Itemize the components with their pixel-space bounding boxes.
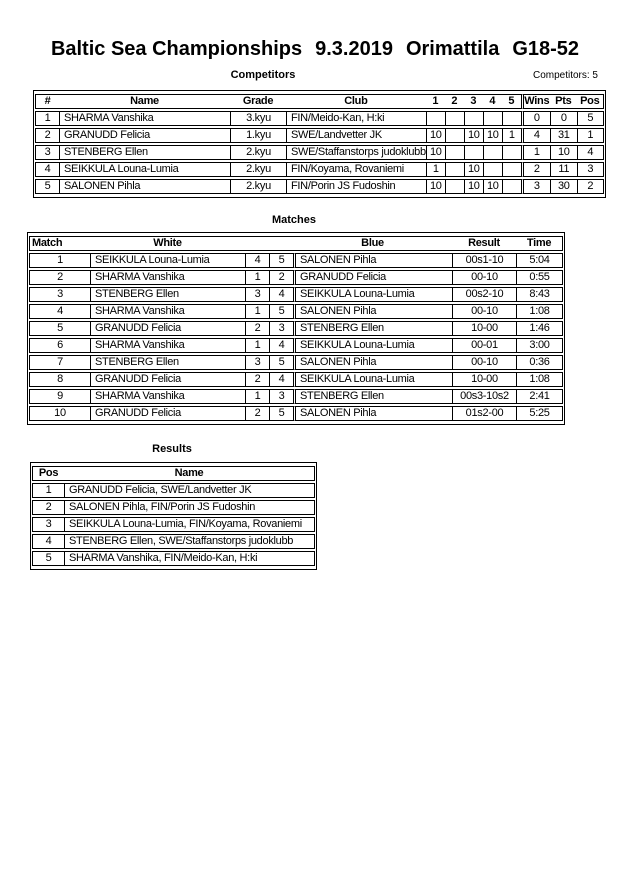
white-name-cell: GRANUDD Felicia [90, 406, 245, 421]
wins-cell: 1 [521, 145, 550, 160]
white-name-cell: SEIKKULA Louna-Lumia [90, 253, 245, 268]
white-number-cell: 1 [245, 338, 269, 353]
competitor-name-cell: SEIKKULA Louna-Lumia [59, 162, 230, 177]
time-cell: 0:36 [516, 355, 563, 370]
score-vs-4-cell: 10 [483, 179, 502, 194]
header-opp-2: 2 [445, 94, 464, 109]
score-vs-4-cell: 10 [483, 128, 502, 143]
blue-number-cell: 4 [269, 338, 293, 353]
score-vs-2-cell [445, 162, 464, 177]
match-number-cell: 2 [29, 270, 90, 285]
final-pos-cell: 2 [32, 500, 64, 515]
competitor-club-cell: FIN/Meido-Kan, H:ki [286, 111, 426, 126]
score-vs-5-cell [502, 145, 521, 160]
blue-number-cell: 4 [269, 287, 293, 302]
score-vs-1-cell: 10 [426, 179, 445, 194]
page-title [0, 38, 630, 61]
result-row [32, 551, 315, 566]
white-name-cell: SHARMA Vanshika [90, 389, 245, 404]
blue-number-cell: 5 [269, 304, 293, 319]
blue-name-cell: SALONEN Pihla [293, 253, 452, 268]
header-opp-1: 1 [426, 94, 445, 109]
score-vs-1-cell: 10 [426, 145, 445, 160]
pts-cell: 31 [550, 128, 577, 143]
result-row [32, 534, 315, 549]
match-number-cell: 3 [29, 287, 90, 302]
header-white: White [90, 236, 245, 251]
final-pos-cell: 1 [32, 483, 64, 498]
header-blue: Blue [293, 236, 452, 251]
final-name-cell: STENBERG Ellen, SWE/Staffanstorps judoklubb [64, 534, 315, 549]
match-row [29, 270, 563, 285]
competitor-row [35, 128, 604, 143]
blue-name-cell: STENBERG Ellen [293, 321, 452, 336]
score-vs-2-cell [445, 179, 464, 194]
score-vs-2-cell [445, 111, 464, 126]
score-vs-2-cell [445, 128, 464, 143]
pos-cell: 3 [577, 162, 604, 177]
time-cell: 1:46 [516, 321, 563, 336]
blue-name-cell: SEIKKULA Louna-Lumia [293, 338, 452, 353]
header-time: Time [516, 236, 563, 251]
score-vs-4-cell [483, 162, 502, 177]
match-number-cell: 1 [29, 253, 90, 268]
blue-number-cell: 5 [269, 355, 293, 370]
blue-name-cell: SEIKKULA Louna-Lumia [293, 287, 452, 302]
result-cell: 00s3-10s2 [452, 389, 516, 404]
result-cell: 10-00 [452, 321, 516, 336]
match-number-cell: 5 [29, 321, 90, 336]
competitor-club-cell: SWE/Staffanstorps judoklubb [286, 145, 426, 160]
score-vs-3-cell [464, 145, 483, 160]
blue-name-cell: GRANUDD Felicia [293, 270, 452, 285]
competitors-header-row [35, 94, 604, 109]
final-pos-cell: 5 [32, 551, 64, 566]
header-pts: Pts [550, 94, 577, 109]
match-row [29, 355, 563, 370]
match-row [29, 287, 563, 302]
result-row [32, 500, 315, 515]
match-row [29, 304, 563, 319]
time-cell: 5:04 [516, 253, 563, 268]
competitors-section-title: Competitors [230, 69, 296, 81]
results-section-title: Results [152, 443, 192, 455]
match-number-cell: 4 [29, 304, 90, 319]
time-cell: 2:41 [516, 389, 563, 404]
score-vs-3-cell: 10 [464, 128, 483, 143]
competitors-table [33, 90, 606, 198]
competitor-row [35, 111, 604, 126]
white-number-cell: 1 [245, 270, 269, 285]
competitors-count: Competitors: 5 [532, 70, 598, 81]
score-vs-1-cell: 10 [426, 128, 445, 143]
pos-cell: 1 [577, 128, 604, 143]
time-cell: 1:08 [516, 304, 563, 319]
result-cell: 00-01 [452, 338, 516, 353]
matches-grid [29, 234, 563, 423]
pts-cell: 30 [550, 179, 577, 194]
competitor-number-cell: 4 [35, 162, 59, 177]
score-vs-1-cell [426, 111, 445, 126]
competitor-club-cell: SWE/Landvetter JK [286, 128, 426, 143]
score-vs-5-cell [502, 179, 521, 194]
page-title-category: G18-52 [512, 38, 580, 60]
white-number-cell: 2 [245, 406, 269, 421]
final-pos-cell: 4 [32, 534, 64, 549]
white-number-cell: 2 [245, 321, 269, 336]
white-name-cell: SHARMA Vanshika [90, 304, 245, 319]
blue-number-cell: 3 [269, 321, 293, 336]
header-opp-4: 4 [483, 94, 502, 109]
competitor-club-cell: FIN/Porin JS Fudoshin [286, 179, 426, 194]
pos-cell: 4 [577, 145, 604, 160]
blue-name-cell: SEIKKULA Louna-Lumia [293, 372, 452, 387]
header-pos: Pos [32, 466, 64, 481]
white-name-cell: STENBERG Ellen [90, 287, 245, 302]
blue-name-cell: SALONEN Pihla [293, 304, 452, 319]
wins-cell: 2 [521, 162, 550, 177]
white-number-cell: 1 [245, 389, 269, 404]
header-club: Club [286, 94, 426, 109]
header-name: Name [59, 94, 230, 109]
score-vs-1-cell: 1 [426, 162, 445, 177]
score-vs-3-cell: 10 [464, 179, 483, 194]
competitor-number-cell: 5 [35, 179, 59, 194]
header-grade: Grade [230, 94, 286, 109]
score-vs-5-cell [502, 111, 521, 126]
competitor-name-cell: SALONEN Pihla [59, 179, 230, 194]
score-vs-3-cell [464, 111, 483, 126]
pts-cell: 11 [550, 162, 577, 177]
competitor-name-cell: GRANUDD Felicia [59, 128, 230, 143]
time-cell: 1:08 [516, 372, 563, 387]
time-cell: 0:55 [516, 270, 563, 285]
competitor-row [35, 145, 604, 160]
result-cell: 01s2-00 [452, 406, 516, 421]
match-row [29, 372, 563, 387]
header-name: Name [64, 466, 315, 481]
header-result: Result [452, 236, 516, 251]
blue-number-cell: 2 [269, 270, 293, 285]
white-number-cell: 4 [245, 253, 269, 268]
competitor-grade-cell: 2.kyu [230, 179, 286, 194]
final-name-cell: SALONEN Pihla, FIN/Porin JS Fudoshin [64, 500, 315, 515]
match-row [29, 406, 563, 421]
blue-number-cell: 5 [269, 406, 293, 421]
page-title-event: Baltic Sea Championships [50, 38, 303, 60]
competitor-row [35, 162, 604, 177]
result-cell: 00-10 [452, 355, 516, 370]
score-vs-5-cell: 1 [502, 128, 521, 143]
wins-cell: 0 [521, 111, 550, 126]
white-number-cell: 3 [245, 287, 269, 302]
result-row [32, 517, 315, 532]
match-number-cell: 10 [29, 406, 90, 421]
header-wins: Wins [521, 94, 550, 109]
match-number-cell: 9 [29, 389, 90, 404]
pts-cell: 10 [550, 145, 577, 160]
header-opp-5: 5 [502, 94, 521, 109]
final-pos-cell: 3 [32, 517, 64, 532]
competitor-number-cell: 1 [35, 111, 59, 126]
match-row [29, 321, 563, 336]
final-name-cell: SHARMA Vanshika, FIN/Meido-Kan, H:ki [64, 551, 315, 566]
header-number: # [35, 94, 59, 109]
score-vs-4-cell [483, 145, 502, 160]
competitor-number-cell: 2 [35, 128, 59, 143]
competitor-grade-cell: 3.kyu [230, 111, 286, 126]
results-table [30, 462, 317, 570]
score-vs-3-cell: 10 [464, 162, 483, 177]
header-pos: Pos [577, 94, 604, 109]
matches-section-title: Matches [271, 214, 317, 226]
wins-cell: 3 [521, 179, 550, 194]
competitor-club-cell: FIN/Koyama, Rovaniemi [286, 162, 426, 177]
white-name-cell: SHARMA Vanshika [90, 270, 245, 285]
competitor-name-cell: SHARMA Vanshika [59, 111, 230, 126]
blue-name-cell: STENBERG Ellen [293, 389, 452, 404]
results-grid [32, 464, 315, 568]
competitor-row [35, 179, 604, 194]
match-number-cell: 8 [29, 372, 90, 387]
result-cell: 00s1-10 [452, 253, 516, 268]
match-row [29, 389, 563, 404]
competitor-name-cell: STENBERG Ellen [59, 145, 230, 160]
blue-name-cell: SALONEN Pihla [293, 355, 452, 370]
pos-cell: 2 [577, 179, 604, 194]
matches-header-row [29, 236, 563, 251]
results-header-row [32, 466, 315, 481]
result-cell: 10-00 [452, 372, 516, 387]
blue-number-cell: 3 [269, 389, 293, 404]
final-name-cell: SEIKKULA Louna-Lumia, FIN/Koyama, Rovaniemi [64, 517, 315, 532]
competitor-grade-cell: 1.kyu [230, 128, 286, 143]
pts-cell: 0 [550, 111, 577, 126]
competitor-grade-cell: 2.kyu [230, 162, 286, 177]
white-number-cell: 3 [245, 355, 269, 370]
header-white-num [245, 236, 269, 251]
time-cell: 5:25 [516, 406, 563, 421]
blue-number-cell: 5 [269, 253, 293, 268]
blue-number-cell: 4 [269, 372, 293, 387]
score-vs-4-cell [483, 111, 502, 126]
white-name-cell: GRANUDD Felicia [90, 321, 245, 336]
result-cell: 00s2-10 [452, 287, 516, 302]
result-cell: 00-10 [452, 304, 516, 319]
score-vs-2-cell [445, 145, 464, 160]
header-opp-3: 3 [464, 94, 483, 109]
competitors-grid [35, 92, 604, 196]
result-cell: 00-10 [452, 270, 516, 285]
competitor-number-cell: 3 [35, 145, 59, 160]
time-cell: 8:43 [516, 287, 563, 302]
pos-cell: 5 [577, 111, 604, 126]
final-name-cell: GRANUDD Felicia, SWE/Landvetter JK [64, 483, 315, 498]
white-number-cell: 1 [245, 304, 269, 319]
blue-name-cell: SALONEN Pihla [293, 406, 452, 421]
wins-cell: 4 [521, 128, 550, 143]
competitor-grade-cell: 2.kyu [230, 145, 286, 160]
matches-table [27, 232, 565, 425]
header-blue-num [269, 236, 293, 251]
result-row [32, 483, 315, 498]
match-row [29, 338, 563, 353]
white-name-cell: GRANUDD Felicia [90, 372, 245, 387]
score-vs-5-cell [502, 162, 521, 177]
match-number-cell: 6 [29, 338, 90, 353]
white-name-cell: STENBERG Ellen [90, 355, 245, 370]
time-cell: 3:00 [516, 338, 563, 353]
white-name-cell: SHARMA Vanshika [90, 338, 245, 353]
page-title-date: 9.3.2019 [315, 38, 393, 60]
page-title-location: Orimattila [405, 38, 500, 60]
match-row [29, 253, 563, 268]
header-match: Match [29, 236, 90, 251]
white-number-cell: 2 [245, 372, 269, 387]
match-number-cell: 7 [29, 355, 90, 370]
